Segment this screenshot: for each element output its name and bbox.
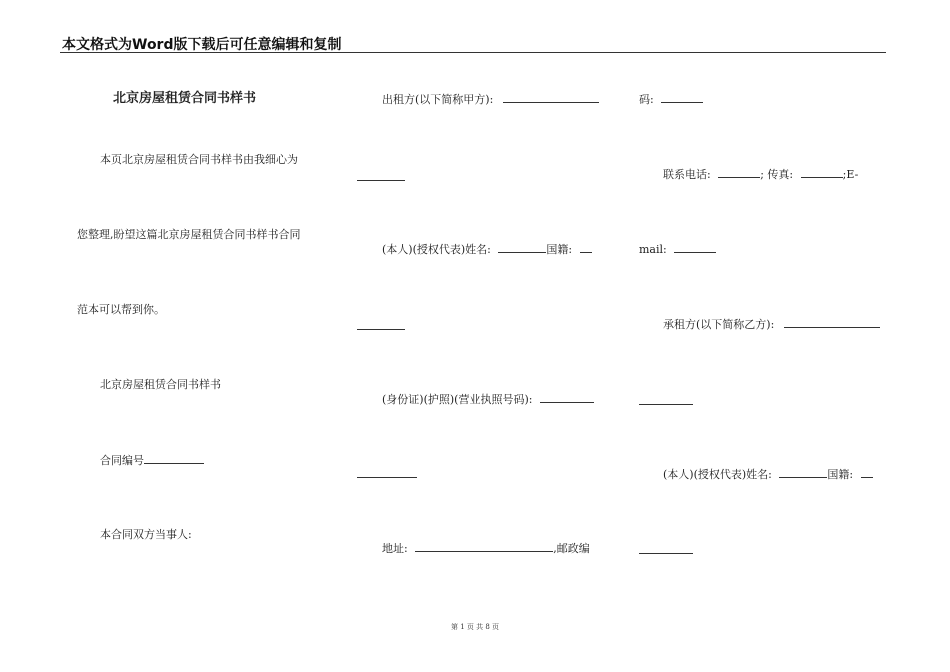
email-line	[639, 242, 716, 257]
code-label: 码:	[639, 93, 654, 106]
header-rule	[60, 52, 886, 53]
parties-label: 本合同双方当事人:	[100, 528, 192, 541]
nationality-label: 国籍:	[546, 243, 573, 256]
lessor-id-line	[382, 392, 594, 407]
page-number: 第 1 页 共 8 页	[450, 623, 500, 631]
id-docs-blank	[540, 392, 594, 403]
nationality-label: 国籍:	[827, 468, 854, 481]
fax-label: ; 传真:	[760, 168, 794, 181]
email-prefix: ;E-	[842, 168, 859, 181]
code-blank	[661, 92, 703, 103]
lessee-line	[663, 317, 880, 332]
address-label: 地址:	[382, 542, 408, 555]
rep-name-blank	[498, 242, 546, 253]
lessor-label: 出租方(以下简称甲方):	[382, 93, 494, 106]
contact-line	[663, 167, 858, 182]
lessee-blank	[784, 317, 880, 328]
blank-line	[357, 477, 417, 478]
document-header: 本文格式为Word版下载后可任意编辑和复制	[62, 37, 342, 53]
lessor-line	[382, 92, 599, 107]
postcode-code-line	[639, 92, 703, 107]
intro-line-1: 本页北京房屋租赁合同书样书由我细心为	[100, 153, 298, 166]
lessor-blank	[503, 92, 599, 103]
address-blank	[415, 541, 553, 552]
intro-line-2: 您整理,盼望这篇北京房屋租赁合同书样书合同	[77, 228, 301, 241]
email-label: mail:	[639, 243, 667, 256]
fax-blank	[801, 167, 843, 178]
nationality-blank	[861, 467, 873, 478]
rep-name-label: (本人)(授权代表)姓名:	[663, 468, 772, 481]
lessee-label: 承租方(以下简称乙方):	[663, 318, 775, 331]
contact-label: 联系电话:	[663, 168, 711, 181]
postcode-label: ,邮政编	[553, 542, 590, 555]
id-docs-label: (身份证)(护照)(营业执照号码):	[382, 393, 533, 406]
rep-name-label: (本人)(授权代表)姓名:	[382, 243, 491, 256]
blank-line	[639, 404, 693, 405]
lessee-rep-line	[663, 467, 873, 482]
blank-line	[639, 553, 693, 554]
contract-number-line	[100, 453, 204, 468]
document-title: 北京房屋租赁合同书样书	[113, 91, 257, 106]
section-subtitle: 北京房屋租赁合同书样书	[100, 378, 221, 391]
rep-name-blank	[779, 467, 827, 478]
contract-number-label: 合同编号	[100, 454, 144, 467]
contract-number-blank	[144, 453, 204, 464]
lessor-rep-line	[382, 242, 592, 257]
blank-line	[357, 180, 405, 181]
email-blank	[674, 242, 716, 253]
lessor-address-line	[382, 541, 590, 556]
blank-line	[357, 329, 405, 330]
intro-line-3: 范本可以帮到你。	[77, 303, 165, 316]
nationality-blank	[580, 242, 592, 253]
contact-blank	[718, 167, 760, 178]
